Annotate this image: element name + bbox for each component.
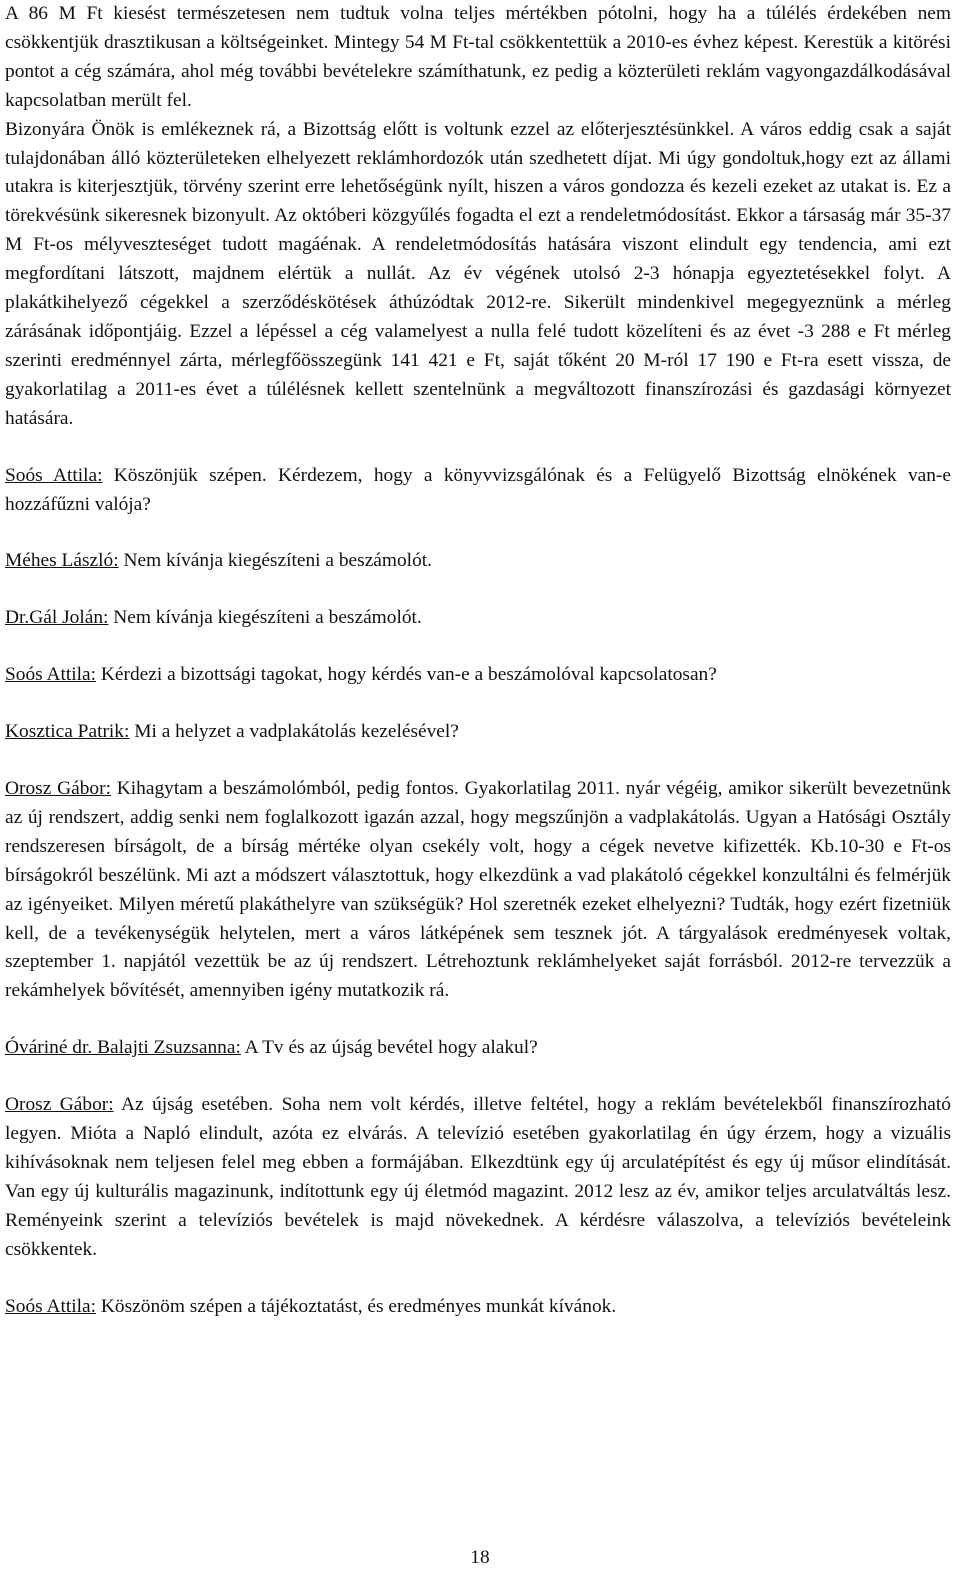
paragraph-gap xyxy=(5,690,951,718)
speaker-name: Orosz Gábor: xyxy=(5,778,111,800)
speaker-name: Óváriné dr. Balajti Zsuzsanna: xyxy=(5,1037,241,1059)
speaker-name: Soós Attila: xyxy=(5,1295,97,1317)
entry-paragraph xyxy=(5,462,951,520)
speaker-name: Kosztica Patrik: xyxy=(5,721,130,743)
entry-text: Nem kívánja kiegészíteni a beszámolót. xyxy=(118,550,432,572)
speaker-name: Orosz Gábor: xyxy=(5,1094,114,1116)
opening-paragraph-1: A 86 M Ft kiesést természetesen nem tudtuk volna teljes mértékben pótolni, hogy ha a túlélés érdekében nem csökkentjük drasztikusan a költségeinket. Mintegy 54 M Ft-tal csökkentettük a 2010-es évhez képest. Kerestük a kitörési pontot a cég számára, ahol még további bevételekre számíthatunk, ez pedig a közterületi reklám vagyongazdálkodásával kapcsolatban merült fel. xyxy=(5,3,951,111)
page-number: 18 xyxy=(470,1547,490,1568)
paragraph-gap xyxy=(5,434,951,462)
entry-paragraph xyxy=(5,718,951,747)
entry-paragraph xyxy=(5,1091,951,1264)
entry-text: Kihagytam a beszámolómból, pedig fontos. Gyakorlatilag 2011. nyár végéig, amikor sikerült bevezetnünk az új rendszert, addig senki nem foglalkozott igazán azzal, hogy megszűnjön a vadplakátolás. Ugyan a Hatósági Osztály rendszeresen bírságolt, de a bírság mértéke olyan csekély volt, hogy a cégek nevetve kifizették. Kb.10-30 e Ft-os bírságokról beszélünk. Mi azt a módszert választottuk, hogy elkezdünk a vad plakátoló cégekkel konzultálni és felmérjük az igényeiket. Milyen méretű plakáthelyre van szükségük? Hol szeretnék ezeket elhelyezni? Tudták, hogy ezért fizetniük kell, de a tevékenységük helytelen, mert a város látképének sem tesznek jót. A tárgyalások eredményesek voltak, szeptember 1. napjától vezettük be az új rendszert. Létrehoztunk reklámhelyeket saját forrásból. 2012-re tervezzük a rekámhelyek bővítését, amennyiben igény mutatkozik rá. xyxy=(5,778,951,1002)
entry-text: Az újság esetében. Soha nem volt kérdés, illetve feltétel, hogy a reklám bevételekből finanszírozható legyen. Mióta a Napló elindult, azóta ez elvárás. A televízió esetében gyakorlatilag én úgy érzem, hogy a vizuális kihívásoknak nem teljesen felel meg ebben a formájában. Elkezdtünk egy új arculatépítést és egy új műsor elindítását. Van egy új kulturális magazinunk, indítottunk egy új életmód magazint. 2012 lesz az év, amikor teljes arculatváltás lesz. Reményeink szerint a televíziós bevételek is majd növekednek. A kérdésre válaszolva, a televíziós bevételeink csökkentek. xyxy=(5,1094,951,1260)
paragraph-gap xyxy=(5,1063,951,1091)
paragraph-gap xyxy=(5,576,951,604)
speaker-name: Méhes László: xyxy=(5,550,119,572)
entry-paragraph xyxy=(5,1034,951,1063)
entry-paragraph xyxy=(5,547,951,576)
paragraph-gap xyxy=(5,633,951,661)
speaker-name: Soós Attila: xyxy=(5,464,103,486)
entry-text: A Tv és az újság bevétel hogy alakul? xyxy=(240,1037,538,1059)
entry-text: Mi a helyzet a vadplakátolás kezelésével? xyxy=(129,721,459,743)
entry-paragraph xyxy=(5,604,951,633)
entry-text: Köszönjük szépen. Kérdezem, hogy a könyvvizsgálónak és a Felügyelő Bizottság elnökének van-e hozzáfűzni valója? xyxy=(5,464,951,515)
entry-text: Köszönöm szépen a tájékoztatást, és eredményes munkát kívánok. xyxy=(96,1295,617,1317)
opening-paragraph-2: Bizonyára Önök is emlékeznek rá, a Bizottság előtt is voltunk ezzel az előterjesztésünkkel. A város eddig csak a saját tulajdonában álló közterületeken elhelyezett reklámhordozók után szedhetett díjat. Mi úgy gondoltuk,hogy ezt az állami utakra is kiterjesztjük, törvény szerint erre lehetőségünk nyílt, hiszen a város gondozza és kezeli ezeket az utakat is. Ez a törekvésünk sikeresnek bizonyult. Az októberi közgyűlés fogadta el ezt a rendeletmódosítást. Ekkor a társaság már 35-37 M Ft-os mélyveszteséget tudott magáénak. A rendeletmódosítás hatására viszont elindult egy tendencia, ami ezt megfordítani látszott, majdnem elértük a nullát. Az év végének utolsó 2-3 hónapja egyeztetésekkel folyt. A plakátkihelyező cégekkel a szerződéskötések áthúzódtak 2012-re. Sikerült mindenkivel megegyeznünk a mérleg zárásának időpontjáig. Ezzel a lépéssel a cég valamelyest a nulla felé tudott közelíteni és az évet -3 288 e Ft mérleg szerinti eredménnyel zárta, mérlegfőösszegünk 141 421 e Ft, saját tőként 20 M-ról 17 190 e Ft-ra esett vissza, de gyakorlatilag a 2011-es évet a túlélésnek kellett szentelnünk a megváltozott finanszírozási és gazdasági környezet hatására. xyxy=(5,118,951,429)
entry-text: Kérdezi a bizottsági tagokat, hogy kérdés van-e a beszámolóval kapcsolatosan? xyxy=(96,664,717,686)
speaker-name: Soós Attila: xyxy=(5,664,97,686)
speaker-name: Dr.Gál Jolán: xyxy=(5,607,109,629)
entry-text: Nem kívánja kiegészíteni a beszámolót. xyxy=(108,607,422,629)
entry-paragraph xyxy=(5,661,951,690)
paragraph-gap xyxy=(5,1265,951,1293)
paragraph-gap xyxy=(5,1006,951,1034)
entry-paragraph xyxy=(5,775,951,1006)
paragraph-gap xyxy=(5,747,951,775)
entry-paragraph xyxy=(5,1293,951,1322)
paragraph-gap xyxy=(5,519,951,547)
document-page xyxy=(5,0,951,1322)
